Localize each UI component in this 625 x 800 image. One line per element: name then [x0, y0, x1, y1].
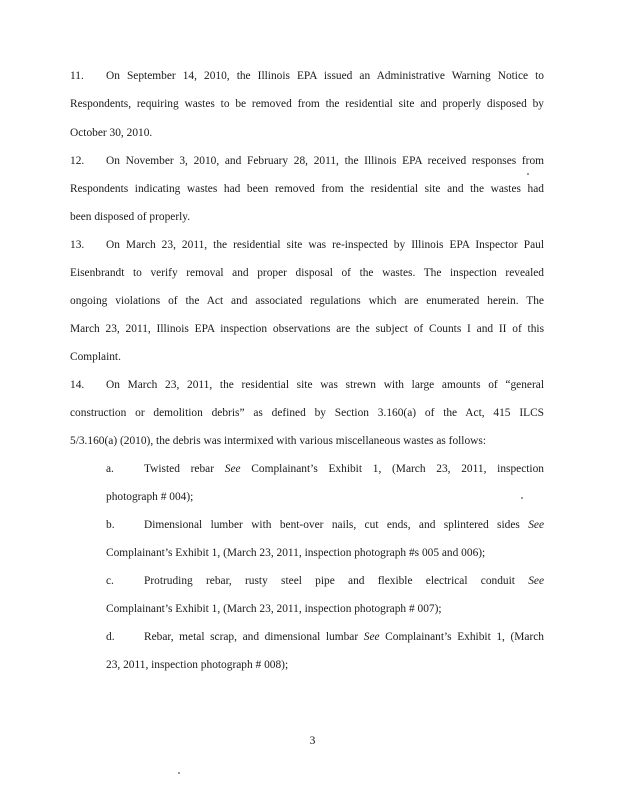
paragraph-line: March 23, 2011, Illinois EPA inspection observations are the subject of Counts I and II of this: [70, 323, 544, 335]
list-item-line: Dimensional lumber with bent-over nails, cut ends, and splintered sides See: [144, 519, 544, 531]
paragraph-line: Respondents, requiring wastes to be removed from the residential site and properly disposed by: [70, 98, 544, 110]
list-item-line: Rebar, metal scrap, and dimensional lumbar See Complainant’s Exhibit 1, (March: [144, 631, 544, 643]
paragraph-line: On March 23, 2011, the residential site was re-inspected by Illinois EPA Inspector Paul: [106, 239, 544, 251]
paragraph-number: 12.: [70, 155, 85, 167]
list-item-letter: b.: [106, 519, 115, 531]
paragraph-line: October 30, 2010.: [70, 127, 153, 139]
paragraph-line: construction or demolition debris” as defined by Section 3.160(a) of the Act, 415 ILCS: [70, 407, 544, 419]
list-item-letter: a.: [106, 463, 114, 475]
paragraph-number: 11.: [70, 70, 84, 82]
list-item-line: 23, 2011, inspection photograph # 008);: [106, 659, 289, 671]
paragraph-number: 13.: [70, 239, 85, 251]
list-item-line: photograph # 004);: [106, 491, 194, 503]
paragraph-number: 14.: [70, 379, 85, 391]
paragraph-line: On March 23, 2011, the residential site was strewn with large amounts of “general: [106, 379, 544, 391]
paragraph-line: Complaint.: [70, 351, 121, 363]
paragraph-line: On September 14, 2010, the Illinois EPA issued an Administrative Warning Notice to: [106, 70, 544, 82]
list-item-letter: d.: [106, 631, 115, 643]
paragraph-line: been disposed of properly.: [70, 211, 191, 223]
paragraph-line: 5/3.160(a) (2010), the debris was intermixed with various miscellaneous wastes as follows:: [70, 435, 486, 447]
scan-speck: [521, 497, 523, 499]
scan-speck: [178, 772, 180, 774]
scan-speck: [527, 173, 529, 175]
list-item-line: Complainant’s Exhibit 1, (March 23, 2011, inspection photograph # 007);: [106, 603, 442, 615]
list-item-letter: c.: [106, 575, 114, 587]
paragraph-line: Eisenbrandt to verify removal and proper disposal of the wastes. The inspection revealed: [70, 267, 544, 279]
list-item-line: Protruding rebar, rusty steel pipe and flexible electrical conduit See: [144, 575, 544, 587]
list-item-line: Twisted rebar See Complainant’s Exhibit 1, (March 23, 2011, inspection: [144, 463, 544, 475]
paragraph-line: Respondents indicating wastes had been removed from the residential site and the wastes had: [70, 183, 544, 195]
page-number: 3: [309, 735, 316, 747]
paragraph-line: On November 3, 2010, and February 28, 2011, the Illinois EPA received responses from: [106, 155, 544, 167]
paragraph-line: ongoing violations of the Act and associated regulations which are enumerated herein. The: [70, 295, 544, 307]
list-item-line: Complainant’s Exhibit 1, (March 23, 2011, inspection photograph #s 005 and 006);: [106, 547, 486, 559]
